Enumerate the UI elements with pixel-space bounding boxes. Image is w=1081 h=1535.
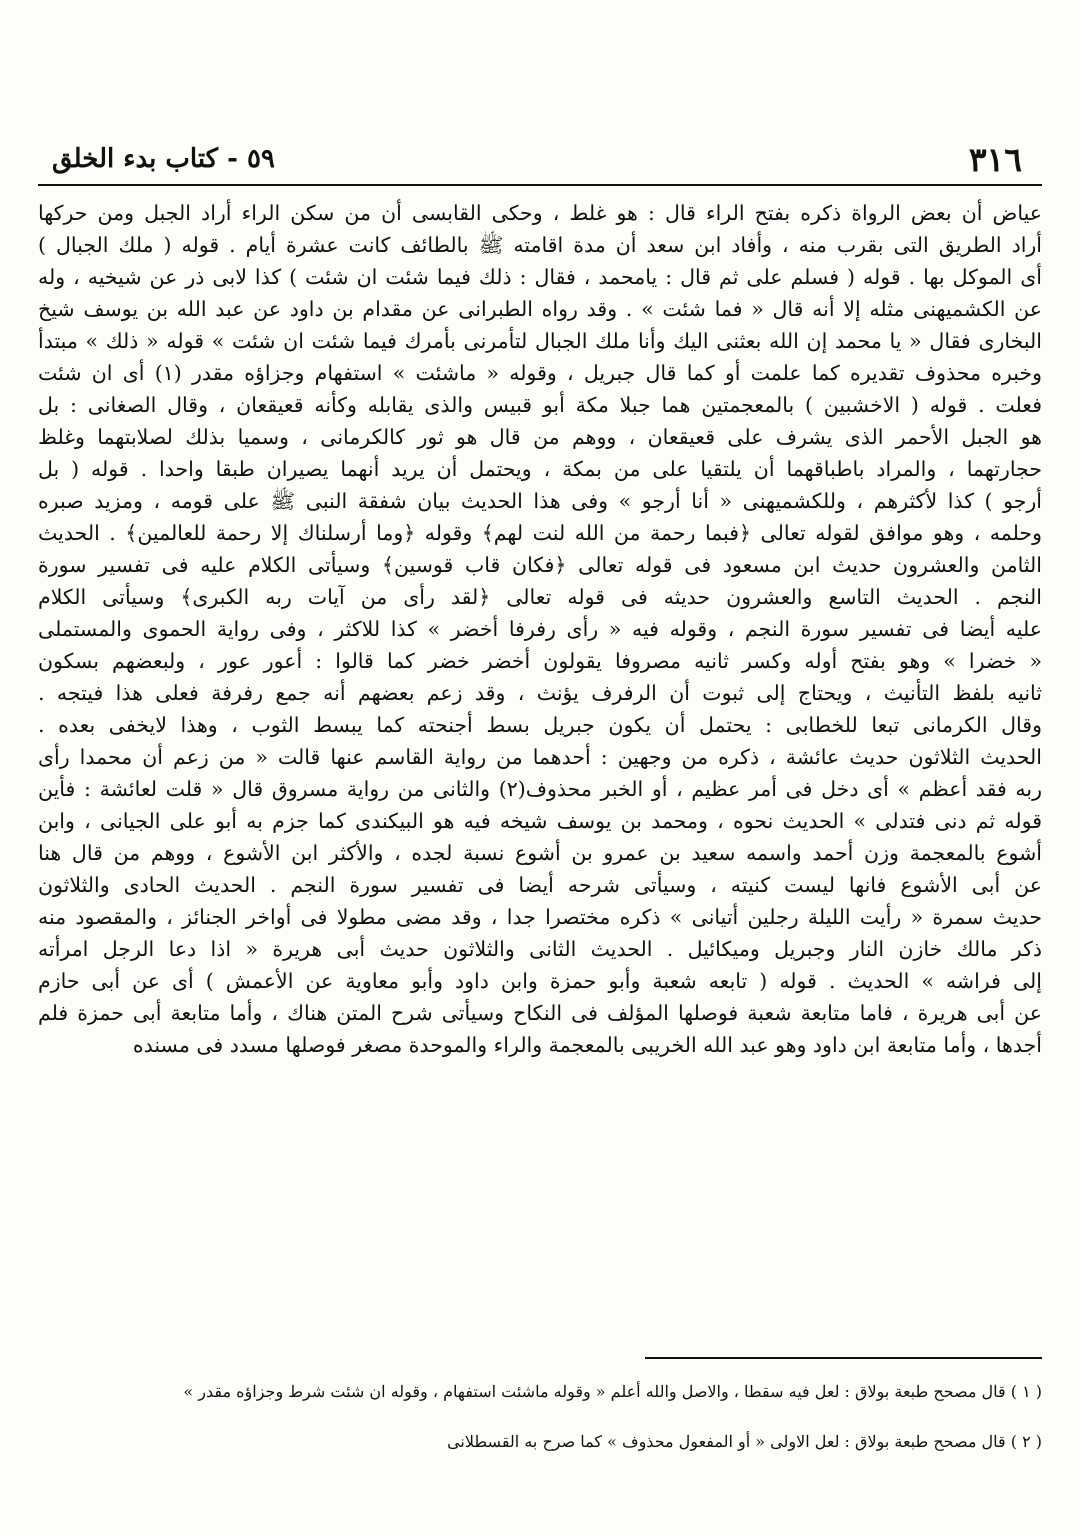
page-header bbox=[38, 138, 1042, 186]
page-number: ٣١٦ bbox=[968, 140, 1022, 179]
footnote-separator bbox=[645, 1357, 1042, 1359]
text-line: عن الكشميهنى مثله إلا أنه قال « فما شئت » . وقد رواه الطبرانى عن مقدام بن داود عن عبد الله بن يوسف شيخ bbox=[38, 297, 1042, 321]
footnotes bbox=[38, 1372, 1042, 1472]
footnote-1: ( ١ ) قال مصحح طبعة بولاق : لعل فيه سقطا ، والاصل والله أعلم « وقوله ماشئت استفهام ، وقوله ان شئت شرط وجزاؤه مقدر » bbox=[183, 1382, 1042, 1401]
text-line: حديث سمرة « رأيت الليلة رجلين أتيانى » ذكره مختصرا جدا ، وقد مضى مطولا فى أواخر الجنائز ، والمقصود منه bbox=[38, 905, 1042, 929]
text-line: الثامن والعشرون حديث ابن مسعود فى قوله تعالى ﴿فكان قاب قوسين﴾ وسيأتى الكلام عليه فى تفسير سورة bbox=[38, 553, 1042, 577]
text-line: عياض أن بعض الرواة ذكره بفتح الراء قال : هو غلط ، وحكى القابسى أن من سكن الراء أراد الجبل ومن حركها bbox=[38, 201, 1042, 225]
text-line: النجم . الحديث التاسع والعشرون حديثه فى قوله تعالى ﴿لقد رأى من آيات ربه الكبرى﴾ وسيأتى الكلام bbox=[38, 585, 1042, 609]
running-title: ٥٩ - كتاب بدء الخلق bbox=[52, 144, 275, 174]
text-line: « خضرا » وهو بفتح أوله وكسر ثانيه مصروفا يقولون أخضر خضر كما قالوا : أعور عور ، ولبعضهم بسكون bbox=[38, 649, 1042, 673]
text-line: ذكر مالك خازن النار وجبريل وميكائيل . الحديث الثانى والثلاثون حديث أبى هريرة « اذا دعا الرجل امرأته bbox=[38, 937, 1042, 961]
text-line: وحلمه ، وهو موافق لقوله تعالى ﴿فبما رحمة من الله لنت لهم﴾ وقوله ﴿وما أرسلناك إلا رحمة للعالمين﴾ . الحديث bbox=[38, 521, 1042, 545]
text-line: أجدها ، وأما متابعة ابن داود وهو عبد الله الخريبى بالمعجمة والراء والموحدة مصغر فوصلها مسدد فى مسنده bbox=[132, 1033, 1042, 1057]
text-line: البخارى فقال « يا محمد إن الله بعثنى اليك وأنا ملك الجبال لتأمرنى بأمرك فيما شئت ان شئت » قوله « ذلك » مبتدأ bbox=[38, 329, 1042, 353]
text-line: أرجو ) كذا لأكثرهم ، وللكشميهنى « أنا أرجو » وفى هذا الحديث بيان شفقة النبى ﷺ على قومه ، ومزيد صبره bbox=[38, 489, 1042, 513]
text-line: عليه أيضا فى تفسير سورة النجم ، وقوله فيه « رأى رفرفا أخضر » كذا للاكثر ، وفى رواية الحموى والمستملى bbox=[38, 617, 1042, 641]
text-line: وخبره محذوف تقديره كما علمت أو كما قال جبريل ، وقوله « ماشئت » استفهام وجزاؤه مقدر (١) أى ان شئت bbox=[38, 361, 1042, 385]
text-line: ثانيه بلفظ التأنيث ، ويحتاج إلى ثبوت أن الرفرف يؤنث ، وقد زعم بعضهم أنه جمع رفرفة فعلى هذا فيتجه . bbox=[38, 681, 1042, 705]
text-line: ربه فقد أعظم » أى دخل فى أمر عظيم ، أو الخبر محذوف(٢) والثانى من رواية مسروق قال « قلت لعائشة : فأين bbox=[38, 777, 1042, 801]
text-line: حجارتهما ، والمراد باطباقهما أن يلتقيا على من بمكة ، ويحتمل أن يريد أنهما يصيران طبقا واحدا . قوله ( بل bbox=[38, 457, 1042, 481]
footnote-2: ( ٢ ) قال مصحح طبعة بولاق : لعل الاولى « أو المفعول محذوف » كما صرح به القسطلانى bbox=[447, 1432, 1042, 1451]
text-line: أشوع بالمعجمة وزن أحمد واسمه سعيد بن عمرو بن أشوع نسبة لجده ، والأكثر ابن الأشوع ، ووهم من قال هنا bbox=[38, 841, 1042, 865]
text-line: قوله ثم دنى فتدلى » الحديث نحوه ، ومحمد بن يوسف شيخه فيه هو البيكندى كما جزم به أبو على الجيانى ، وابن bbox=[38, 809, 1042, 833]
text-line: هو الجبل الأحمر الذى يشرف على قعيقعان ، ووهم من قال هو ثور كالكرمانى ، وسميا بذلك لصلابتهما وغلظ bbox=[38, 425, 1042, 449]
text-line: عن أبى الأشوع فانها ليست كنيته ، وسيأتى شرحه أيضا فى تفسير سورة النجم . الحديث الحادى والثلاثون bbox=[38, 873, 1042, 897]
text-line: عن أبى هريرة ، فاما متابعة شعبة فوصلها المؤلف فى النكاح وسيأتى شرح المتن هناك ، وأما متابعة أبى حمزة فلم bbox=[38, 1001, 1042, 1025]
text-line: أراد الطريق التى بقرب منه ، وأفاد ابن سعد أن مدة اقامته ﷺ بالطائف كانت عشرة أيام . قوله ( ملك الجبال ) bbox=[38, 233, 1042, 257]
text-line: وقال الكرمانى تبعا للخطابى : يحتمل أن يكون جبريل بسط أجنحته كما يبسط الثوب ، وهذا لايخفى بعده . bbox=[38, 713, 1042, 737]
text-line: أى الموكل بها . قوله ( فسلم على ثم قال : يامحمد ، فقال : ذلك فيما شئت ان شئت ) كذا لابى ذر عن شيخيه ، وله bbox=[38, 265, 1042, 289]
main-text bbox=[38, 197, 1042, 1349]
text-line: إلى فراشه » الحديث . قوله ( تابعه شعبة وأبو حمزة وابن داود وأبو معاوية عن الأعمش ) أى عن أبى حازم bbox=[38, 969, 1042, 993]
text-line: الحديث الثلاثون حديث عائشة ، ذكره من وجهين : أحدهما من رواية القاسم عنها قالت « من زعم أن محمدا رأى bbox=[38, 745, 1042, 769]
text-line: فعلت . قوله ( الاخشبين ) بالمعجمتين هما جبلا مكة أبو قبيس والذى يقابله وكأنه قعيقعان ، وقال الصغانى : بل bbox=[38, 393, 1042, 417]
